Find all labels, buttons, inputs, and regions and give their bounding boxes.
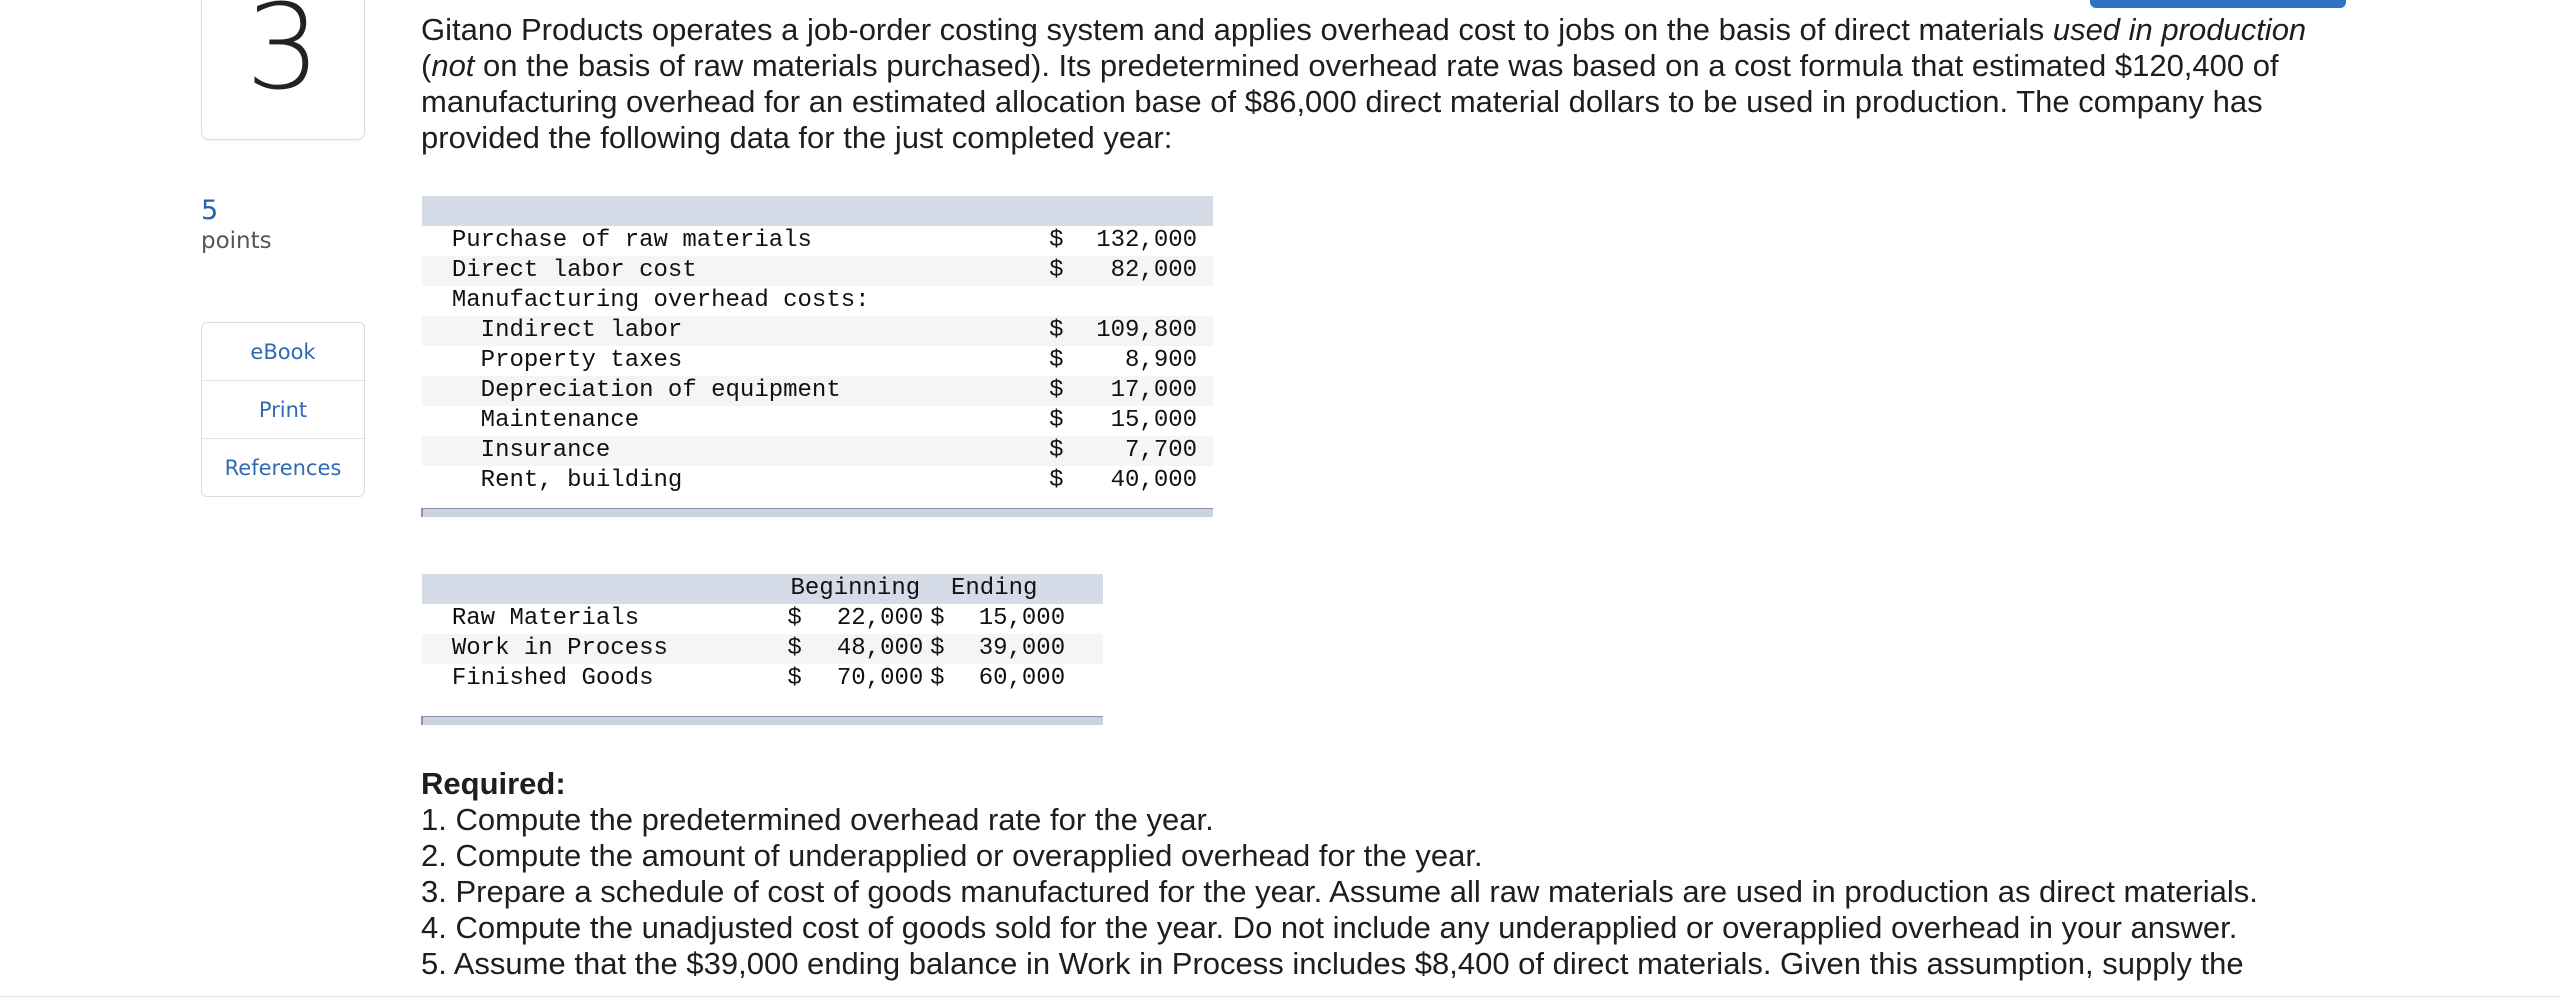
dollar-sign: $ bbox=[787, 634, 809, 664]
print-link[interactable]: Print bbox=[202, 381, 364, 439]
required-item: 5. Assume that the $39,000 ending balance in Work in Process includes $8,400 of direct materials. Given this assumption, supply the bbox=[421, 946, 2244, 981]
points-label: points bbox=[201, 228, 272, 254]
beginning-value: 70,000 bbox=[836, 665, 924, 692]
required-heading: Required: bbox=[421, 766, 566, 801]
dollar-sign: $ bbox=[787, 605, 802, 632]
table-row bbox=[422, 436, 1213, 466]
dollar-sign: $ bbox=[1049, 227, 1064, 254]
beginning-value: 48,000 bbox=[809, 634, 923, 664]
header-ending: Ending bbox=[923, 574, 1065, 604]
row-label: Raw Materials bbox=[451, 605, 640, 632]
row-label: Depreciation of equipment bbox=[452, 376, 1049, 406]
table-row bbox=[422, 256, 1213, 286]
table-row bbox=[422, 406, 1213, 436]
row-label: Property taxes bbox=[451, 347, 683, 374]
references-link[interactable]: References bbox=[224, 455, 342, 480]
row-value: 17,000 bbox=[1083, 376, 1197, 406]
ebook-link[interactable]: eBook bbox=[202, 323, 364, 381]
dollar-sign: $ bbox=[787, 665, 802, 692]
ending-value: 15,000 bbox=[978, 605, 1066, 632]
row-value: 8,900 bbox=[1125, 347, 1198, 374]
points-display bbox=[201, 195, 272, 255]
dollar-sign: $ bbox=[1049, 347, 1064, 374]
table-header-row bbox=[422, 574, 1103, 604]
intro-text-1: Gitano Products operates a job-order costing system and applies overhead cost to jobs on the basis of direct materials bbox=[421, 12, 2053, 47]
required-item: 1. Compute the predetermined overhead rate for the year. bbox=[421, 802, 1214, 837]
question-number-box bbox=[201, 0, 365, 140]
required-item: 2. Compute the amount of underapplied or overapplied overhead for the year. bbox=[421, 838, 1483, 873]
question-intro bbox=[421, 12, 2351, 156]
points-value: 5 bbox=[201, 195, 219, 226]
table-row bbox=[422, 316, 1213, 346]
row-label: Indirect labor bbox=[452, 316, 1049, 346]
row-label: Direct labor cost bbox=[452, 256, 1049, 286]
row-label: Rent, building bbox=[451, 467, 683, 494]
table-row bbox=[422, 466, 1213, 496]
row-value: 15,000 bbox=[1110, 407, 1198, 434]
row-value: 132,000 bbox=[1096, 227, 1198, 254]
row-label: Finished Goods bbox=[451, 665, 654, 692]
dollar-sign: $ bbox=[923, 634, 951, 664]
dollar-sign: $ bbox=[1049, 376, 1083, 406]
dollar-sign: $ bbox=[1049, 256, 1083, 286]
row-value: 109,800 bbox=[1083, 316, 1197, 346]
table-row bbox=[422, 664, 1103, 694]
dollar-sign: $ bbox=[930, 605, 945, 632]
row-value bbox=[1083, 286, 1197, 316]
row-value: 82,000 bbox=[1083, 256, 1197, 286]
row-label: Manufacturing overhead costs: bbox=[451, 287, 870, 314]
table-row bbox=[422, 346, 1213, 376]
dollar-sign: $ bbox=[1049, 407, 1064, 434]
top-action-button[interactable] bbox=[2090, 0, 2346, 8]
inventory-table bbox=[421, 574, 1103, 725]
table-row bbox=[422, 376, 1213, 406]
required-item: 3. Prepare a schedule of cost of goods manufactured for the year. Assume all raw materials are used in production as direct materials. bbox=[421, 874, 2258, 909]
cost-data-table bbox=[421, 196, 1213, 517]
intro-emphasis-2: not bbox=[431, 48, 475, 83]
row-value: 7,700 bbox=[1083, 436, 1197, 466]
dollar-sign bbox=[1049, 286, 1083, 316]
table-row bbox=[422, 286, 1213, 316]
intro-emphasis-1: used in production bbox=[2052, 12, 2307, 47]
dollar-sign: $ bbox=[1049, 467, 1064, 494]
header-beginning: Beginning bbox=[787, 574, 923, 604]
row-label: Insurance bbox=[452, 436, 1049, 466]
dollar-sign: $ bbox=[1049, 316, 1083, 346]
row-label: Work in Process bbox=[452, 634, 787, 664]
dollar-sign: $ bbox=[1049, 436, 1083, 466]
dollar-sign: $ bbox=[930, 665, 945, 692]
ending-value: 39,000 bbox=[951, 634, 1065, 664]
required-section bbox=[421, 766, 2351, 982]
row-value: 40,000 bbox=[1110, 467, 1198, 494]
page-divider bbox=[0, 996, 2560, 997]
beginning-value: 22,000 bbox=[836, 605, 924, 632]
table-row bbox=[422, 634, 1103, 664]
required-item: 4. Compute the unadjusted cost of goods sold for the year. Do not include any underapplied or overapplied overhead in your answer. bbox=[421, 910, 2238, 945]
intro-text-3: on the basis of raw materials purchased). Its predetermined overhead rate was based on a cost formula that estimated $120,400 of manufacturing overhead for an estimated allocation base of $86,000 direct material dollars to be used in production. The company has provided the following data for the just completed year: bbox=[421, 48, 2279, 155]
table-row bbox=[422, 604, 1103, 634]
row-label: Purchase of raw materials bbox=[451, 227, 812, 254]
resource-links bbox=[201, 322, 365, 497]
question-number: 3 bbox=[245, 0, 321, 116]
row-label: Maintenance bbox=[451, 407, 640, 434]
ending-value: 60,000 bbox=[978, 665, 1066, 692]
table-row bbox=[422, 226, 1213, 256]
intro-text-2: ( bbox=[421, 48, 432, 83]
